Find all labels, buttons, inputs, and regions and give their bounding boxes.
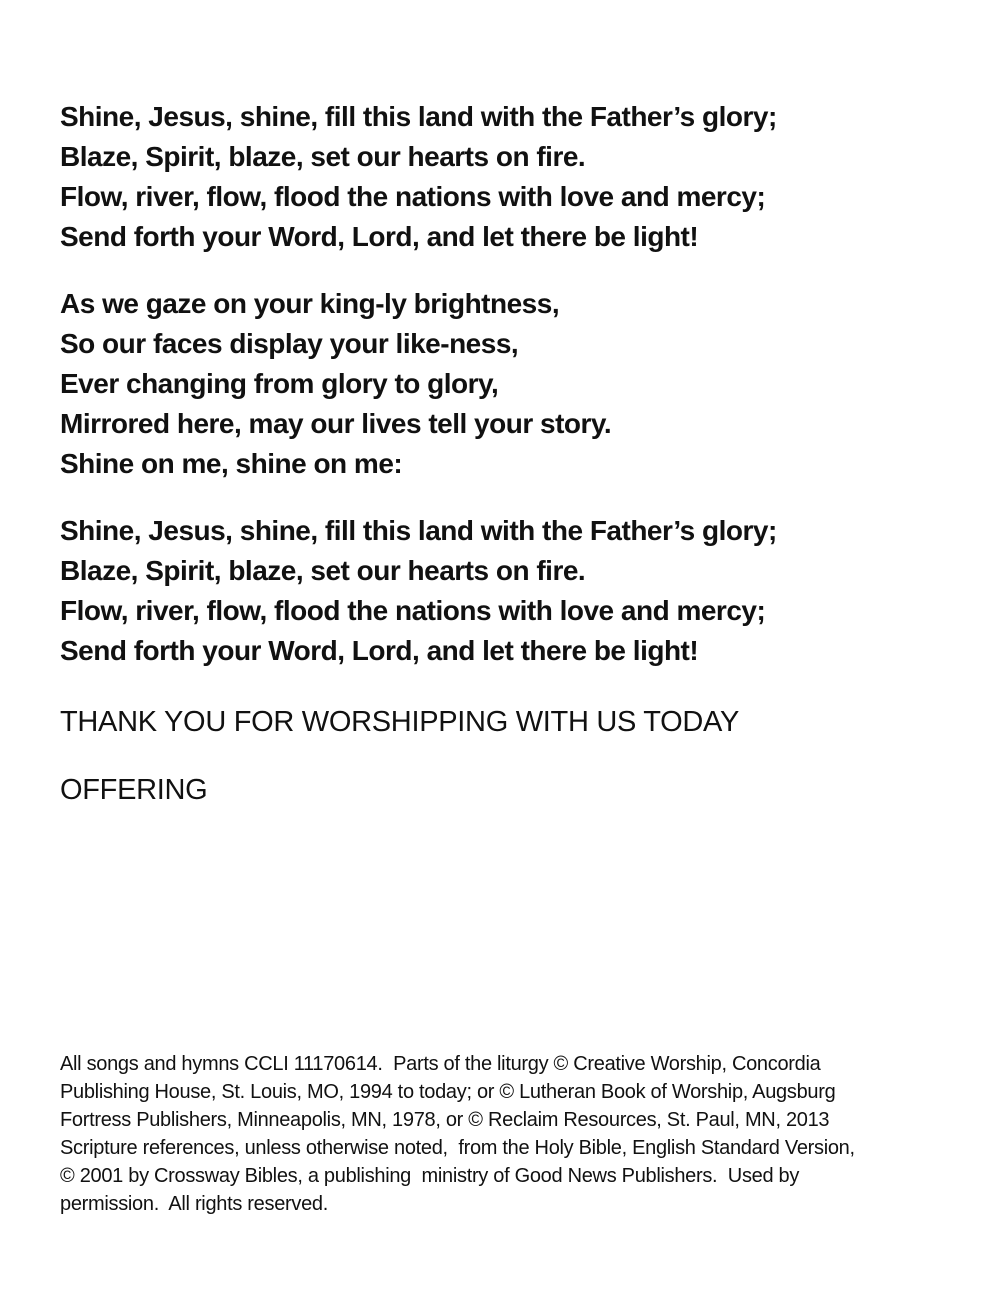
thank-you-note: THANK YOU FOR WORSHIPPING WITH US TODAY bbox=[60, 706, 739, 738]
lyric-line: Flow, river, flow, flood the nations with love and mercy; bbox=[60, 181, 766, 212]
lyric-line: Blaze, Spirit, blaze, set our hearts on fire. bbox=[60, 555, 586, 586]
lyric-line: Shine, Jesus, shine, fill this land with the Father’s glory; bbox=[60, 515, 777, 546]
credit-line: Fortress Publishers, Minneapolis, MN, 1978, or © Reclaim Resources, St. Paul, MN, 2013 bbox=[60, 1109, 830, 1131]
lyric-line: Shine on me, shine on me: bbox=[60, 448, 403, 479]
credit-line: permission. All rights reserved. bbox=[60, 1193, 328, 1215]
lyric-line: Ever changing from glory to glory, bbox=[60, 368, 499, 399]
lyric-line: Send forth your Word, Lord, and let there be light! bbox=[60, 635, 699, 666]
hymn-stanza-chorus-1 bbox=[60, 97, 945, 257]
lyric-line: Blaze, Spirit, blaze, set our hearts on fire. bbox=[60, 141, 586, 172]
lyric-line: Flow, river, flow, flood the nations with love and mercy; bbox=[60, 595, 766, 626]
lyric-line: As we gaze on your king-ly brightness, bbox=[60, 288, 560, 319]
lyric-line: Send forth your Word, Lord, and let there be light! bbox=[60, 221, 699, 252]
credit-line: Scripture references, unless otherwise noted, from the Holy Bible, English Standard Version, bbox=[60, 1137, 855, 1159]
lyric-line: Mirrored here, may our lives tell your story. bbox=[60, 408, 612, 439]
copyright-credits bbox=[60, 1050, 945, 1218]
hymn-stanza-chorus-2 bbox=[60, 511, 945, 671]
lyric-line: So our faces display your like-ness, bbox=[60, 328, 519, 359]
offering-heading: OFFERING bbox=[60, 774, 208, 806]
credit-line: © 2001 by Crossway Bibles, a publishing ministry of Good News Publishers. Used by bbox=[60, 1165, 800, 1187]
lyric-line: Shine, Jesus, shine, fill this land with the Father’s glory; bbox=[60, 101, 777, 132]
hymn-stanza-verse bbox=[60, 284, 945, 484]
credit-line: Publishing House, St. Louis, MO, 1994 to today; or © Lutheran Book of Worship, Augsburg bbox=[60, 1081, 836, 1103]
credit-line: All songs and hymns CCLI 11170614. Parts of the liturgy © Creative Worship, Concordia bbox=[60, 1053, 821, 1075]
